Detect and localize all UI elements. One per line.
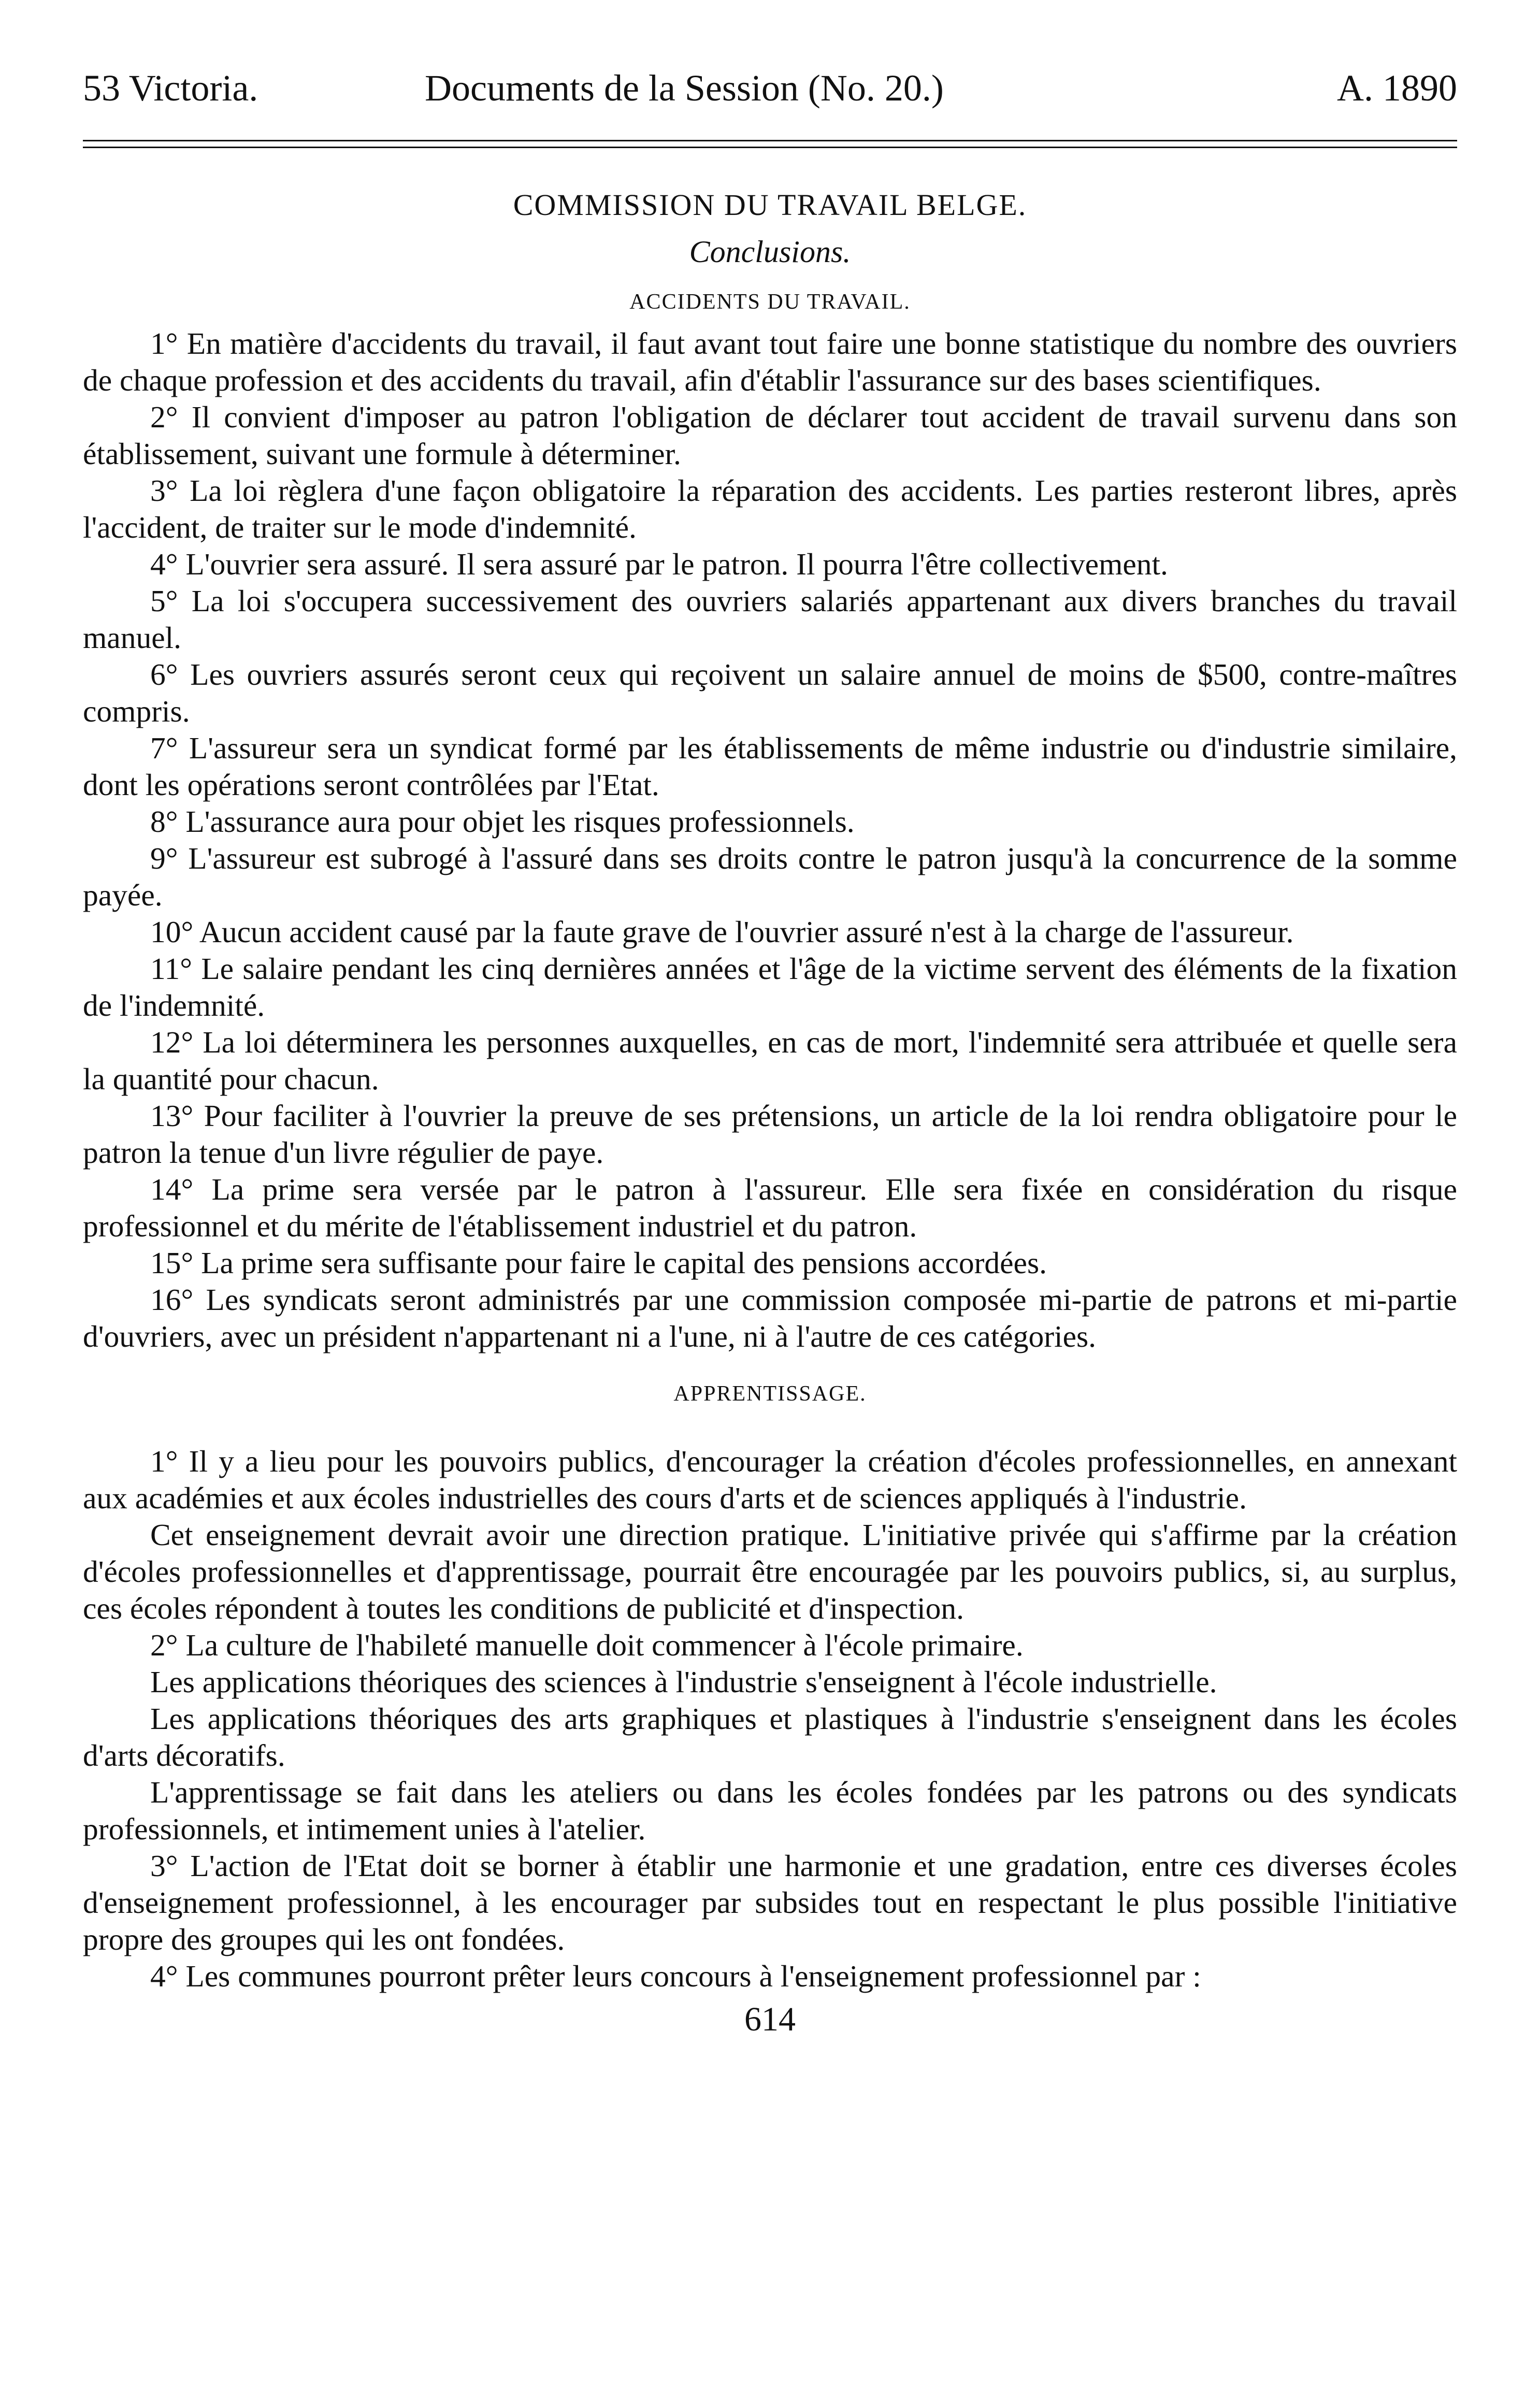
paragraph — [83, 1171, 1457, 1245]
paragraph-text: Les communes pourront prêter leurs concours à l'enseignement professionnel par : — [185, 1959, 1201, 1993]
paragraph — [83, 472, 1457, 546]
paragraph — [83, 730, 1457, 803]
paragraph — [83, 1627, 1457, 1664]
paragraph-text: L'apprentissage se fait dans les ateliers ou dans les écoles fondées par les patrons ou des syndicats professionnels, et intimement unies à l'atelier. — [83, 1775, 1457, 1846]
section-heading: ACCIDENTS DU TRAVAIL. — [629, 290, 911, 314]
paragraph-number: 12° — [150, 1025, 194, 1059]
paragraph — [83, 1664, 1457, 1701]
paragraph-number: 16° — [150, 1283, 194, 1317]
paragraph-number: 6° — [150, 657, 178, 691]
paragraph-text: L'assureur sera un syndicat formé par les établissements de même industrie ou d'industrie similaire, dont les opérations seront contrôlées par l'Etat. — [83, 731, 1458, 802]
paragraph — [83, 914, 1457, 950]
paragraph-text: Les applications théoriques des arts graphiques et plastiques à l'industrie s'enseignent dans les écoles d'arts décoratifs. — [83, 1702, 1457, 1773]
paragraph-number: 4° — [150, 1959, 178, 1993]
paragraph — [83, 1098, 1457, 1171]
paragraph — [83, 656, 1457, 730]
paragraph — [83, 325, 1457, 399]
paragraph-number: 11° — [150, 952, 193, 986]
paragraph-text: L'action de l'Etat doit se borner à établir une harmonie et une gradation, entre ces diverses écoles d'enseignement professionnel, à les encourager par subsides tout en respectant le plus possible l'initiative propre des groupes qui les ont fondées. — [83, 1849, 1458, 1956]
paragraph-number: 8° — [150, 804, 178, 839]
running-head-volume: 53 Victoria. — [83, 67, 258, 109]
running-head-year: A. 1890 — [1337, 67, 1457, 109]
paragraph-number: 7° — [150, 731, 178, 765]
running-head — [83, 57, 1457, 119]
paragraph — [83, 950, 1457, 1024]
paragraph-number: 9° — [150, 841, 178, 875]
paragraph-number: 2° — [150, 400, 178, 434]
document-subtitle: Conclusions. — [689, 235, 851, 269]
paragraph-number: 1° — [150, 326, 178, 361]
paragraph-number: 1° — [150, 1444, 178, 1478]
paragraph-text: L'assurance aura pour objet les risques professionnels. — [185, 804, 855, 839]
paragraph — [83, 1443, 1457, 1517]
paragraph — [83, 1958, 1457, 1995]
paragraph-text: Le salaire pendant les cinq dernières années et l'âge de la victime servent des éléments de la fixation de l'indemnité. — [83, 952, 1458, 1022]
paragraph-text: La prime sera versée par le patron à l'assureur. Elle sera fixée en considération du risque professionnel et du mérite de l'établissement industriel et du patron. — [83, 1172, 1457, 1243]
paragraph-text: L'ouvrier sera assuré. Il sera assuré par le patron. Il pourra l'être collectivement. — [185, 547, 1168, 581]
paragraph-number: 10° — [150, 915, 194, 949]
paragraph-number: 13° — [150, 1099, 194, 1133]
paragraph-text: La prime sera suffisante pour faire le capital des pensions accordées. — [201, 1246, 1047, 1280]
paragraph-text: Les applications théoriques des sciences à l'industrie s'enseignent à l'école industrielle. — [150, 1665, 1217, 1699]
paragraph — [83, 399, 1457, 472]
paragraph-text: Il y a lieu pour les pouvoirs publics, d'encourager la création d'écoles professionnelles, en annexant aux académies et aux écoles industrielles des cours d'arts et de sciences appliqués à l'industrie. — [83, 1444, 1458, 1515]
header-double-rule — [83, 140, 1457, 148]
paragraph-text: L'assureur est subrogé à l'assuré dans ses droits contre le patron jusqu'à la concurrence de la somme payée. — [83, 841, 1457, 912]
paragraph — [83, 840, 1457, 914]
running-head-document: Documents de la Session (No. 20.) — [425, 67, 944, 109]
paragraph — [83, 1774, 1457, 1848]
sections-container — [83, 284, 1457, 1995]
paragraph-text: La culture de l'habileté manuelle doit commencer à l'école primaire. — [185, 1628, 1024, 1662]
paragraph — [83, 1281, 1457, 1355]
paragraph-number: 3° — [150, 1849, 178, 1883]
paragraph — [83, 803, 1457, 840]
paragraph-number: 2° — [150, 1628, 178, 1662]
paragraph — [83, 546, 1457, 583]
paragraph-number: 5° — [150, 584, 178, 618]
document-title: COMMISSION DU TRAVAIL BELGE. — [513, 188, 1027, 222]
paragraph-number: 4° — [150, 547, 178, 581]
paragraph-text: La loi s'occupera successivement des ouvriers salariés appartenant aux divers branches du travail manuel. — [83, 584, 1457, 655]
paragraph — [83, 1701, 1457, 1774]
paragraph-text: La loi règlera d'une façon obligatoire la réparation des accidents. Les parties resteront libres, après l'accident, de traiter sur le mode d'indemnité. — [83, 473, 1458, 544]
paragraph-text: Les ouvriers assurés seront ceux qui reçoivent un salaire annuel de moins de $500, contre-maîtres compris. — [83, 657, 1458, 728]
paragraph — [83, 1245, 1457, 1281]
paragraph-text: La loi déterminera les personnes auxquelles, en cas de mort, l'indemnité sera attribuée et quelle sera la quantité pour chacun. — [83, 1025, 1457, 1096]
paragraph-number: 15° — [150, 1246, 194, 1280]
paragraph-text: Cet enseignement devrait avoir une direction pratique. L'initiative privée qui s'affirme par la création d'écoles professionnelles et d'apprentissage, pourrait être encouragée par les pouvoirs publics, si, au surplus, ces écoles répondent à toutes les conditions de publicité et d'inspection. — [83, 1518, 1457, 1625]
paragraph-text: Les syndicats seront administrés par une commission composée mi-partie de patrons et mi-partie d'ouvriers, avec un président n'appartenant ni a l'une, ni à l'autre de ces catégories. — [83, 1283, 1457, 1353]
paragraph-number: 3° — [150, 473, 178, 508]
paragraph-text: Il convient d'imposer au patron l'obligation de déclarer tout accident de travail survenu dans son établissement, suivant une formule à déterminer. — [83, 400, 1458, 471]
paragraph-text: Aucun accident causé par la faute grave de l'ouvrier assuré n'est à la charge de l'assureur. — [199, 915, 1294, 949]
paragraph — [83, 1517, 1457, 1627]
paragraph-number: 14° — [150, 1172, 194, 1206]
paragraph — [83, 1024, 1457, 1098]
paragraph-text: En matière d'accidents du travail, il faut avant tout faire une bonne statistique du nombre des ouvriers de chaque profession et des accidents du travail, afin d'établir l'assurance sur des bases scientifiques. — [83, 326, 1457, 397]
paragraph — [83, 583, 1457, 656]
page — [83, 57, 1457, 2040]
section-heading: APPRENTISSAGE. — [673, 1382, 867, 1406]
paragraph — [83, 1848, 1457, 1958]
page-number: 614 — [744, 2000, 796, 2038]
paragraph-text: Pour faciliter à l'ouvrier la preuve de ses prétensions, un article de la loi rendra obligatoire pour le patron la tenue d'un livre régulier de paye. — [83, 1099, 1457, 1170]
